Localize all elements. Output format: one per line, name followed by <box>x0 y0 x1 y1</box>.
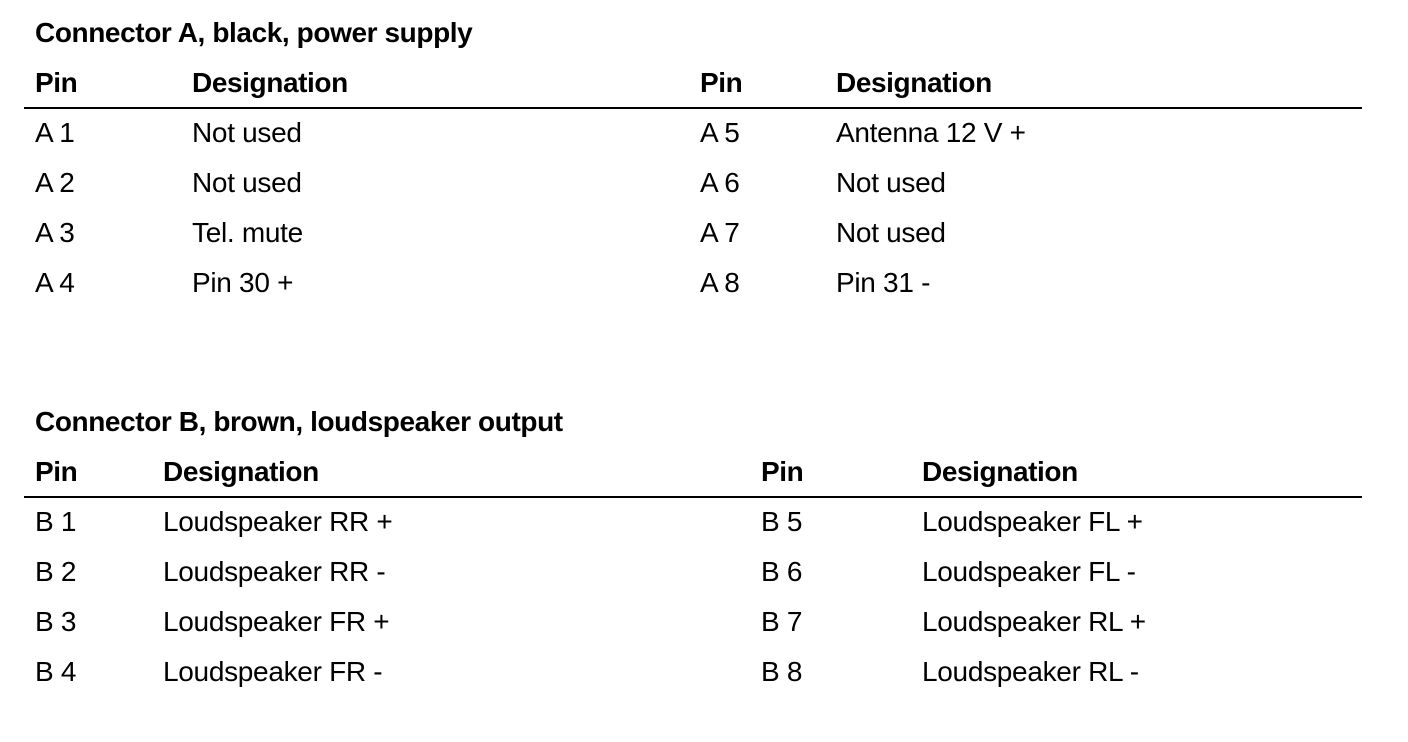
connector-b-header-rule <box>24 496 1362 498</box>
connector-b-header-designation-left: Designation <box>163 456 319 487</box>
connector-a-row-3-designation-left: Tel. mute <box>192 217 303 248</box>
connector-a-row-4-designation-left: Pin 30 + <box>192 267 294 298</box>
connector-a-row-1-pin-left: A 1 <box>35 117 75 148</box>
connector-b-row-3-pin-left: B 3 <box>35 606 77 637</box>
connector-b-row-2-designation-left: Loudspeaker RR - <box>163 556 386 587</box>
connector-b-header-pin-left: Pin <box>35 456 78 487</box>
connector-b-row-4-designation-right: Loudspeaker RL - <box>922 656 1139 687</box>
connector-a-row-1-designation-right: Antenna 12 V + <box>836 117 1026 148</box>
connector-a-row-1-designation-left: Not used <box>192 117 302 148</box>
connector-a-header-pin-right: Pin <box>700 67 743 98</box>
connector-a-row-2-pin-left: A 2 <box>35 167 75 198</box>
connector-a-header-rule <box>24 107 1362 109</box>
connector-b-row-1-designation-right: Loudspeaker FL + <box>922 506 1143 537</box>
connector-b-row-2-pin-left: B 2 <box>35 556 77 587</box>
connector-b-row-4-pin-right: B 8 <box>761 656 803 687</box>
connector-a-row-2-designation-left: Not used <box>192 167 302 198</box>
connector-a-row-1-pin-right: A 5 <box>700 117 740 148</box>
connector-b-title: Connector B, brown, loudspeaker output <box>35 406 563 437</box>
connector-a-header-designation-right: Designation <box>836 67 992 98</box>
connector-b-row-1-pin-left: B 1 <box>35 506 77 537</box>
connector-a-row-4-pin-right: A 8 <box>700 267 740 298</box>
connector-a-header-designation-left: Designation <box>192 67 348 98</box>
connector-b-row-2-designation-right: Loudspeaker FL - <box>922 556 1136 587</box>
connector-b-row-1-designation-left: Loudspeaker RR + <box>163 506 393 537</box>
connector-b-row-1-pin-right: B 5 <box>761 506 803 537</box>
connector-b-row-4-pin-left: B 4 <box>35 656 77 687</box>
connector-b-row-2-pin-right: B 6 <box>761 556 803 587</box>
connector-a-row-3-designation-right: Not used <box>836 217 946 248</box>
connector-b-row-3-designation-left: Loudspeaker FR + <box>163 606 390 637</box>
connector-a-header-pin-left: Pin <box>35 67 78 98</box>
connector-a-row-2-designation-right: Not used <box>836 167 946 198</box>
connector-a-row-3-pin-right: A 7 <box>700 217 740 248</box>
connector-b-row-3-designation-right: Loudspeaker RL + <box>922 606 1146 637</box>
connector-b-header-designation-right: Designation <box>922 456 1078 487</box>
connector-a-row-4-designation-right: Pin 31 - <box>836 267 931 298</box>
connector-b-header-pin-right: Pin <box>761 456 804 487</box>
connector-a-title: Connector A, black, power supply <box>35 17 473 48</box>
connector-b-row-4-designation-left: Loudspeaker FR - <box>163 656 383 687</box>
connector-a-row-3-pin-left: A 3 <box>35 217 75 248</box>
connector-a-row-2-pin-right: A 6 <box>700 167 740 198</box>
connector-a-row-4-pin-left: A 4 <box>35 267 75 298</box>
connector-b-row-3-pin-right: B 7 <box>761 606 803 637</box>
